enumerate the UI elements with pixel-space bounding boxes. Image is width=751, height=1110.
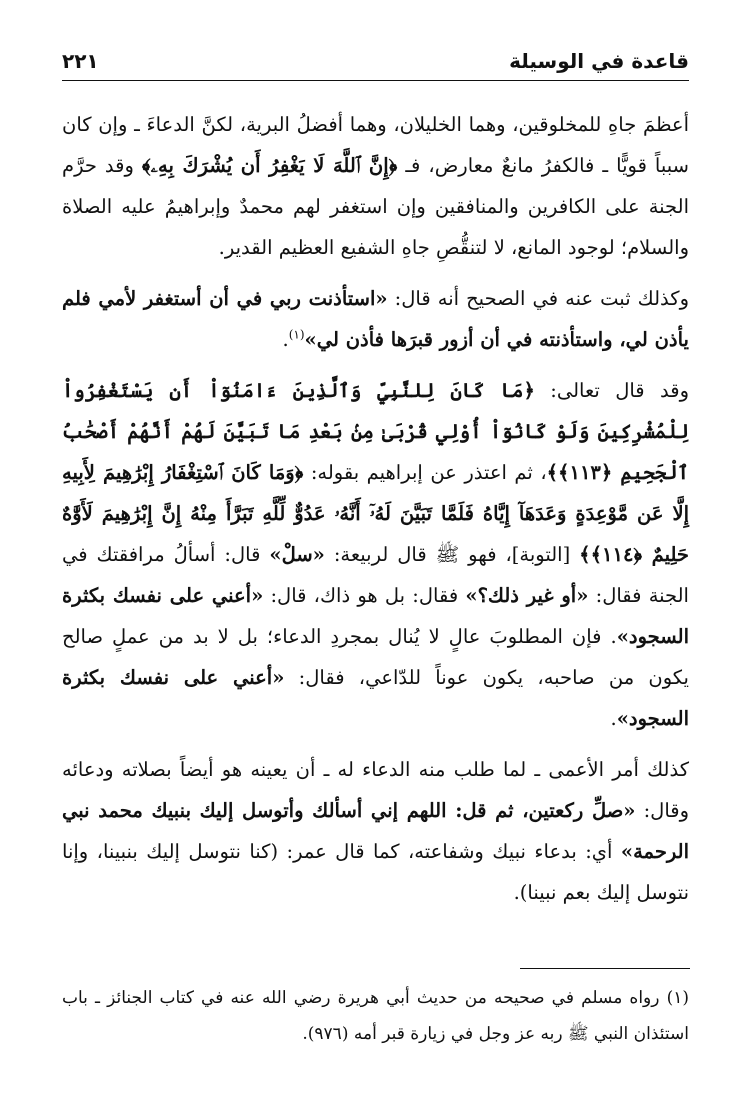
paragraph: [62, 278, 689, 360]
text-run: [التوبة]، فهو ﷺ قال لربيعة:: [324, 543, 580, 566]
footnote: (١) رواه مسلم في صحيحه من حديث أبي هريرة رضي الله عنه في كتاب الجنائز ـ باب استئذان النبي ﷺ ربه عز وجل في زيارة قبر أمه (٩٧٦).: [62, 988, 689, 1044]
text-run: ، ثم اعتذر عن إبراهيم بقوله:: [303, 461, 547, 484]
text-run: .: [610, 707, 617, 730]
main-text: [62, 104, 689, 913]
text-run: وقد حرَّم الجنة على الكافرين والمنافقين وإن استغفر لهم محمدٌ وإبراهيمُ عليه الصلاة والسلام؛ لوجود المانع، لا لتنقُّصِ جاهِ الشفيع العظيم القدير.: [62, 154, 689, 259]
footnote-marker: (١): [288, 327, 305, 342]
text-run: وقد قال تعالى:: [534, 379, 689, 402]
paragraph-gap: [62, 268, 689, 278]
running-title: قاعدة في الوسيلة: [509, 49, 689, 73]
text-run: كذلك أمر الأعمى ـ لما طلب منه الدعاء له ـ أن يعينه هو أيضاً بصلاته ودعائه وقال:: [62, 758, 689, 822]
paragraph: [62, 104, 689, 268]
quran-verse: ﴿مَا كَانَ لِلنَّبِيِّ وَٱلَّذِينَ ءَامَنُوٓاْ أَن يَسْتَغْفِرُواْ لِلْمُشْرِكِينَ وَلَوْ كَانُوٓاْ أُوْلِي قُرْبَىٰ مِنۢ بَعْدِ مَا تَبَيَّنَ لَهُمْ أَنَّهُمْ أَصْحَٰبُ ٱلْجَحِيمِ ﴿١١٣﴾﴾: [62, 379, 689, 484]
text-run: أي: بدعاء نبيك وشفاعته، كما قال عمر: (كنا نتوسل إليك بنبينا، وإنا نتوسل إليك بعم نبينا).: [62, 840, 689, 904]
hadith-quote: «أعني على نفسك بكثرة السجود»: [62, 666, 689, 730]
header-divider: [62, 80, 689, 81]
text-run: وكذلك ثبت عنه في الصحيح أنه قال:: [387, 287, 689, 310]
text-run: . فإن المطلوبَ عالٍ لا يُنال بمجردِ الدعاء؛ بل لا بد من عملٍ صالح يكون من صاحبه، يكون عوناً للدّاعي، فقال:: [62, 625, 689, 689]
text-run: قال: أسألُ مرافقتك في الجنة فقال:: [62, 543, 689, 607]
paragraph: [62, 749, 689, 913]
paragraph-gap: [62, 739, 689, 749]
paragraph: [62, 370, 689, 739]
hadith-quote: «أعني على نفسك بكثرة السجود»: [62, 584, 689, 648]
hadith-quote: «استأذنت ربي في أن أستغفر لأمي فلم يأذن لي، واستأذنته في أن أزور قبرَها فأذن لي»: [62, 287, 689, 351]
running-header: [62, 44, 689, 78]
hadith-quote: «أو غير ذلك؟»: [465, 584, 589, 607]
hadith-quote: «سلْ»: [269, 543, 325, 566]
footnote-divider: [520, 968, 690, 969]
quran-verse: ﴿وَمَا كَانَ ٱسْتِغْفَارُ إِبْرَٰهِيمَ لِأَبِيهِ إِلَّا عَن مَّوْعِدَةٍ وَعَدَهَآ إِيَّاهُ فَلَمَّا تَبَيَّنَ لَهُۥٓ أَنَّهُۥ عَدُوٌّ لِّلَّهِ تَبَرَّأَ مِنْهُ إِنَّ إِبْرَٰهِيمَ لَأَوَّٰهٌ حَلِيمٌ ﴿١١٤﴾﴾: [62, 461, 689, 566]
hadith-quote: «صلِّ ركعتين، ثم قل: اللهم إني أسألك وأتوسل إليك بنبيك محمد نبي الرحمة»: [62, 799, 689, 863]
quran-verse: ﴿إِنَّ ٱللَّهَ لَا يَغْفِرُ أَن يُشْرَكَ بِهِۦ﴾: [141, 154, 398, 177]
text-run: أعظمَ جاهِ للمخلوقين، وهما الخليلان، وهما أفضلُ البرية، لكنَّ الدعاءَ ـ وإن كان سبباً قويًّا ـ فالكفرُ مانعٌ معارض، فـ: [62, 113, 689, 177]
page-number: ٢٢١: [62, 49, 99, 73]
paragraph-gap: [62, 360, 689, 370]
text-run: فقال: بل هو ذاك، قال:: [263, 584, 466, 607]
text-run: .: [282, 328, 289, 351]
